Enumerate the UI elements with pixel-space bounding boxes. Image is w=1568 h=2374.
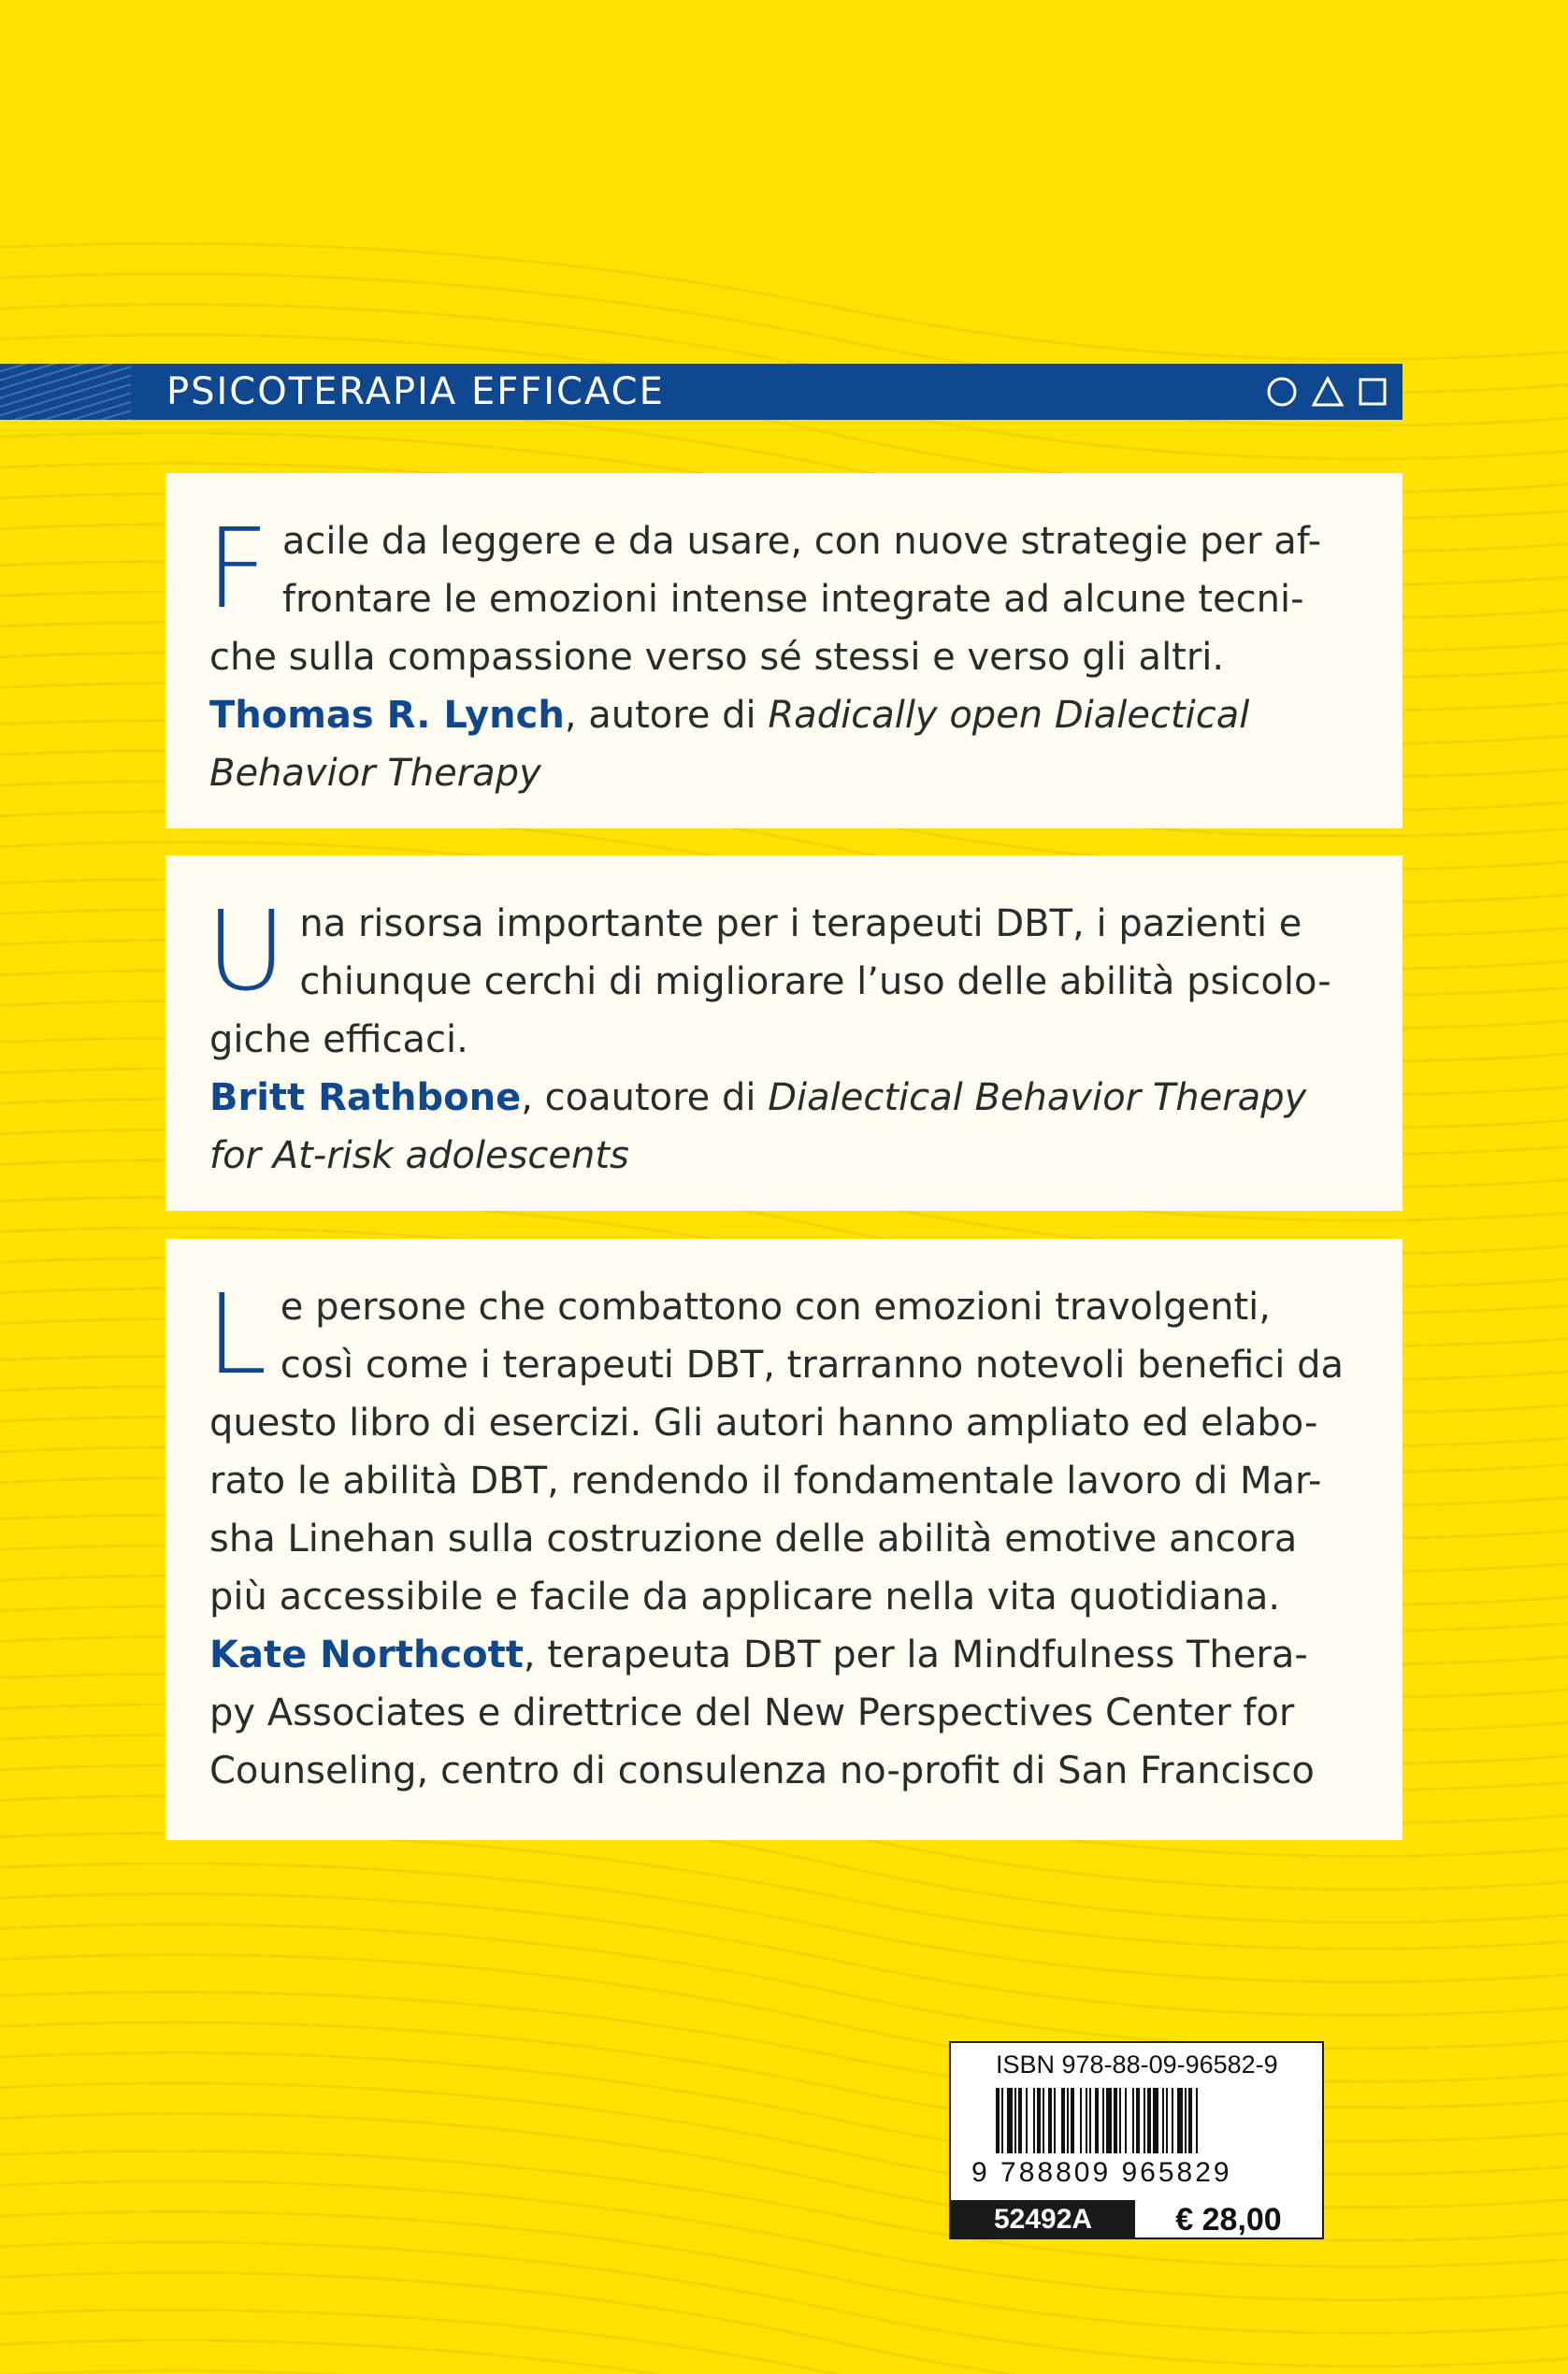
book-title: for At-risk adolescents bbox=[209, 1134, 629, 1177]
quote-line: e persone che combattono con emozioni travolgenti, bbox=[280, 1286, 1271, 1329]
barcode-bars bbox=[996, 2088, 1286, 2157]
book-title: Dialectical Behavior Therapy bbox=[768, 1076, 1307, 1119]
author-role: py Associates e direttrice del New Perspectives Center for bbox=[209, 1691, 1295, 1734]
band-stripes bbox=[0, 364, 131, 420]
author-role: , coautore di bbox=[521, 1076, 769, 1119]
quote-line: giche efficaci. bbox=[209, 1018, 468, 1061]
quote-box-3 bbox=[165, 1239, 1403, 1840]
circle-icon bbox=[1266, 376, 1298, 408]
quote-line: che sulla compassione verso sé stessi e verso gli altri. bbox=[209, 636, 1225, 679]
dropcap: L bbox=[206, 1270, 267, 1399]
isbn-label: ISBN 978-88-09-96582-9 bbox=[996, 2050, 1278, 2079]
quote-line: sha Linehan sulla costruzione delle abilità emotive ancora bbox=[209, 1518, 1298, 1561]
square-icon bbox=[1358, 376, 1388, 408]
series-logo bbox=[1266, 377, 1388, 407]
product-code: 52492A bbox=[951, 2200, 1135, 2239]
barcode-box bbox=[949, 2041, 1324, 2239]
book-title: Behavior Therapy bbox=[209, 752, 541, 795]
quote-line: questo libro di esercizi. Gli autori hanno ampliato ed elabo- bbox=[209, 1402, 1318, 1445]
quote-line: na risorsa importante per i terapeuti DBT, i pazienti e bbox=[299, 902, 1302, 945]
attribution bbox=[209, 1069, 1365, 1127]
attribution bbox=[209, 686, 1365, 744]
quote-line: frontare le emozioni intense integrate ad alcune tecni- bbox=[281, 578, 1304, 621]
quote-line: rato le abilità DBT, rendendo il fondamentale lavoro di Mar- bbox=[209, 1460, 1322, 1503]
attribution bbox=[209, 1626, 1365, 1684]
dropcap: F bbox=[206, 504, 269, 633]
author-role: , terapeuta DBT per la Mindfulness Thera- bbox=[523, 1633, 1308, 1676]
price: € 28,00 bbox=[1175, 2202, 1282, 2237]
quote-line: acile da leggere e da usare, con nuove strategie per af- bbox=[281, 520, 1322, 563]
quote-box-2 bbox=[165, 856, 1403, 1211]
series-band bbox=[0, 364, 1403, 420]
author-name: Britt Rathbone bbox=[209, 1076, 522, 1119]
series-title: PSICOTERAPIA EFFICACE bbox=[166, 370, 665, 413]
quote-line: così come i terapeuti DBT, trarranno notevoli benefici da bbox=[280, 1344, 1344, 1387]
author-name: Kate Northcott bbox=[209, 1633, 524, 1676]
barcode-digits: 9 788809 965829 bbox=[971, 2157, 1232, 2188]
author-role: Counseling, centro di consulenza no-profit di San Francisco bbox=[209, 1749, 1315, 1792]
quote-body-2 bbox=[206, 886, 1365, 1185]
author-name: Thomas R. Lynch bbox=[209, 694, 565, 737]
quote-box-1 bbox=[165, 473, 1403, 828]
author-role: , autore di bbox=[564, 694, 769, 737]
book-title: Radically open Dialectical bbox=[768, 694, 1250, 737]
dropcap: U bbox=[206, 886, 287, 1015]
quote-body-1 bbox=[206, 504, 1365, 802]
triangle-icon bbox=[1311, 376, 1345, 408]
quote-line: più accessibile e facile da applicare nella vita quotidiana. bbox=[209, 1575, 1281, 1619]
quote-line: chiunque cerchi di migliorare l’uso delle abilità psicolo- bbox=[299, 960, 1331, 1003]
quote-body-3 bbox=[206, 1270, 1365, 1800]
